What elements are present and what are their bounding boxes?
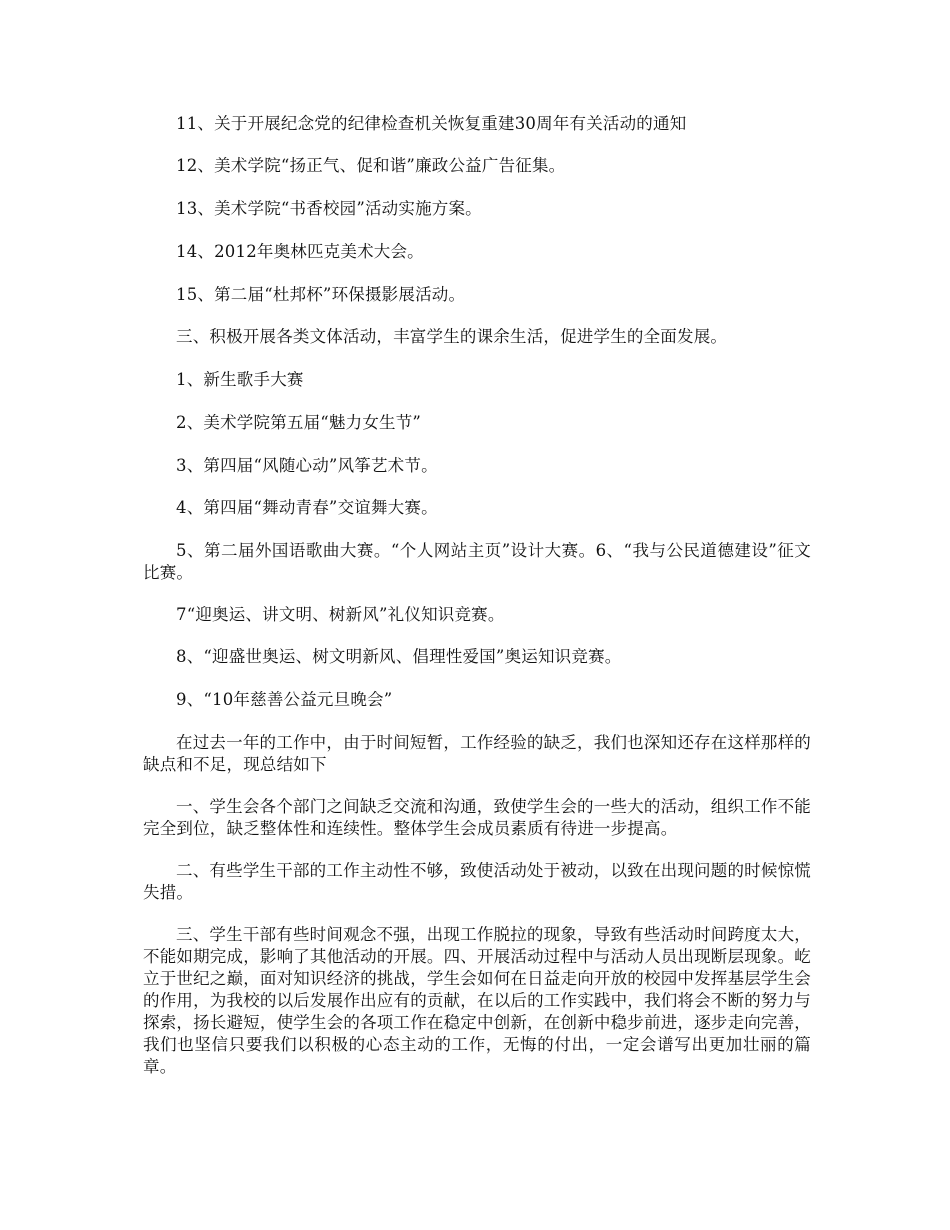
activity-item-8: 8、“迎盛世奥运、树文明新风、倡理性爱国”奥运知识竞赛。 — [176, 647, 622, 666]
paragraph-item-15: 15、第二届“杜邦杯”环保摄影展活动。 — [176, 285, 466, 304]
paragraph-item-14: 14、2012年奥林匹克美术大会。 — [176, 242, 424, 261]
activity-item-5-6: 5、第二届外国语歌曲大赛。“个人网站主页”设计大赛。6、“我与公民道德建设”征文比赛。 — [143, 541, 811, 582]
paragraph-item-13: 13、美术学院“书香校园”活动实施方案。 — [176, 199, 482, 218]
activity-item-9: 9、“10年慈善公益元旦晚会” — [176, 690, 393, 709]
paragraph-item-12: 12、美术学院“扬正气、促和谐”廉政公益广告征集。 — [176, 156, 566, 175]
section-heading-3: 三、积极开展各类文体活动，丰富学生的课余生活，促进学生的全面发展。 — [176, 327, 728, 346]
shortcoming-paragraph-1: 一、学生会各个部门之间缺乏交流和沟通，致使学生会的一些大的活动，组织工作不能完全到位，缺乏整体性和连续性。整体学生会成员素质有待进一步提高。 — [143, 797, 811, 838]
activity-item-2: 2、美术学院第五届“魅力女生节” — [176, 413, 422, 432]
activity-item-4: 4、第四届“舞动青春”交谊舞大赛。 — [176, 498, 438, 517]
shortcoming-paragraph-3-4: 三、学生干部有些时间观念不强，出现工作脱拉的现象，导致有些活动时间跨度太大，不能如期完成，影响了其他活动的开展。四、开展活动过程中与活动人员出现断层现象。屹立于世纪之巅，面对知识经济的挑战，学生会如何在日益走向开放的校园中发挥基层学生会的作用，为我校的以后发展作出应有的贡献，在以后的工作实践中，我们将会不断的努力与探索，扬长避短，使学生会的各项工作在稳定中创新，在创新中稳步前进，逐步走向完善，我们也坚信只要我们以积极的心态主动的工作，无悔的付出，一定会谱写出更加壮丽的篇章。 — [143, 925, 811, 1076]
paragraph-item-11: 11、关于开展纪念党的纪律检查机关恢复重建30周年有关活动的通知 — [176, 114, 687, 133]
activity-item-1: 1、新生歌手大赛 — [176, 370, 304, 389]
activity-item-7: 7“迎奥运、讲文明、树新风”礼仪知识竞赛。 — [176, 605, 505, 624]
activity-item-3: 3、第四届“风随心动”风筝艺术节。 — [176, 456, 438, 475]
summary-intro-paragraph: 在过去一年的工作中，由于时间短暂，工作经验的缺乏，我们也深知还存在这样那样的缺点和不足，现总结如下 — [143, 733, 811, 774]
shortcoming-paragraph-2: 二、有些学生干部的工作主动性不够，致使活动处于被动，以致在出现问题的时候惊慌失措。 — [143, 861, 811, 902]
